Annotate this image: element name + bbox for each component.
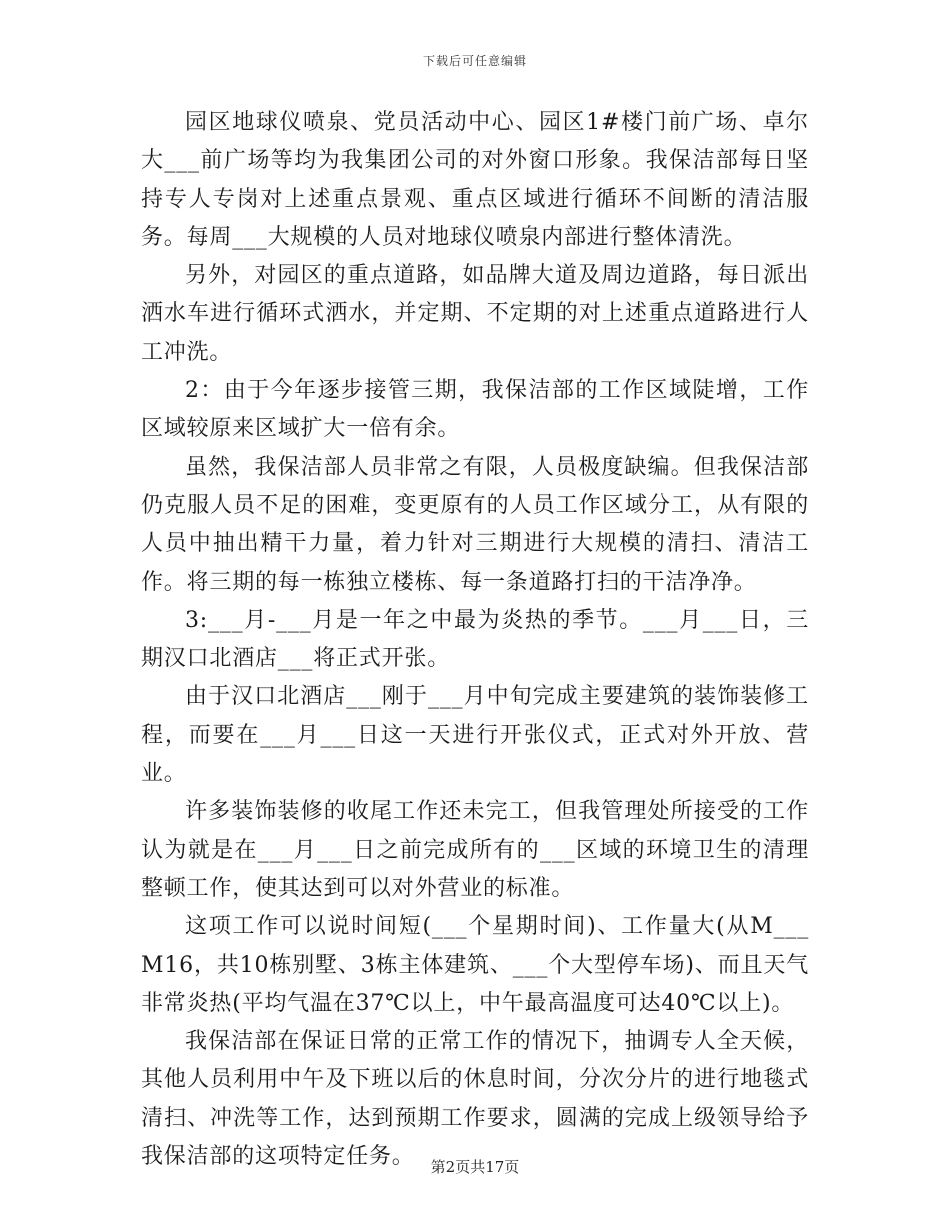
paragraph-9: 我保洁部在保证日常的正常工作的情况下，抽调专人全天候，其他人员利用中午及下班以后的休息时间，分次分片的进行地毯式清扫、冲洗等工作，达到预期工作要求，圆满的完成上级领导给予我保洁部的这项特定任务。 [141,1029,809,1170]
page-header-note: 下载后可任意编辑 [422,54,527,68]
paragraph-2: 另外，对园区的重点道路，如品牌大道及周边道路，每日派出洒水车进行循环式洒水，并定期、不定期的对上述重点道路进行人工冲洗。 [141,263,809,365]
paragraph-3: 2：由于今年逐步接管三期，我保洁部的工作区域陡增，工作区域较原来区域扩大一倍有余。 [141,378,809,442]
paragraph-4: 虽然，我保洁部人员非常之有限，人员极度缺编。但我保洁部仍克服人员不足的困难，变更原有的人员工作区域分工，从有限的人员中抽出精干力量，着力针对三期进行大规模的清扫、清洁工作。将三期的每一栋独立楼栋、每一条道路打扫的干洁净净。 [141,454,809,595]
paragraph-5: 3:___月-___月是一年之中最为炎热的季节。___月___日，三期汉口北酒店___将正式开张。 [141,607,809,672]
paragraph-1: 园区地球仪喷泉、党员活动中心、园区1#楼门前广场、卓尔大___前广场等均为我集团公司的对外窗口形象。我保洁部每日坚持专人专岗对上述重点景观、重点区域进行循环不间断的清洁服务。每周___大规模的人员对地球仪喷泉内部进行整体清洗。 [141,110,809,250]
paragraph-8: 这项工作可以说时间短(___个星期时间)、工作量大(从M___M16，共10栋别墅、3栋主体建筑、___个大型停车场)、而且天气非常炎热(平均气温在37℃以上，中午最高温度可达40℃以上)。 [141,914,809,1016]
page-number: 第2页共17页 [430,1158,520,1176]
paragraph-6: 由于汉口北酒店___刚于___月中旬完成主要建筑的装饰装修工程，而要在___月___日这一天进行开张仪式，正式对外开放、营业。 [141,684,809,787]
document-body [141,104,809,1176]
paragraph-7: 许多装饰装修的收尾工作还未完工，但我管理处所接受的工作认为就是在___月___日之前完成所有的___区域的环境卫生的清理整顿工作，使其达到可以对外营业的标准。 [141,799,809,901]
